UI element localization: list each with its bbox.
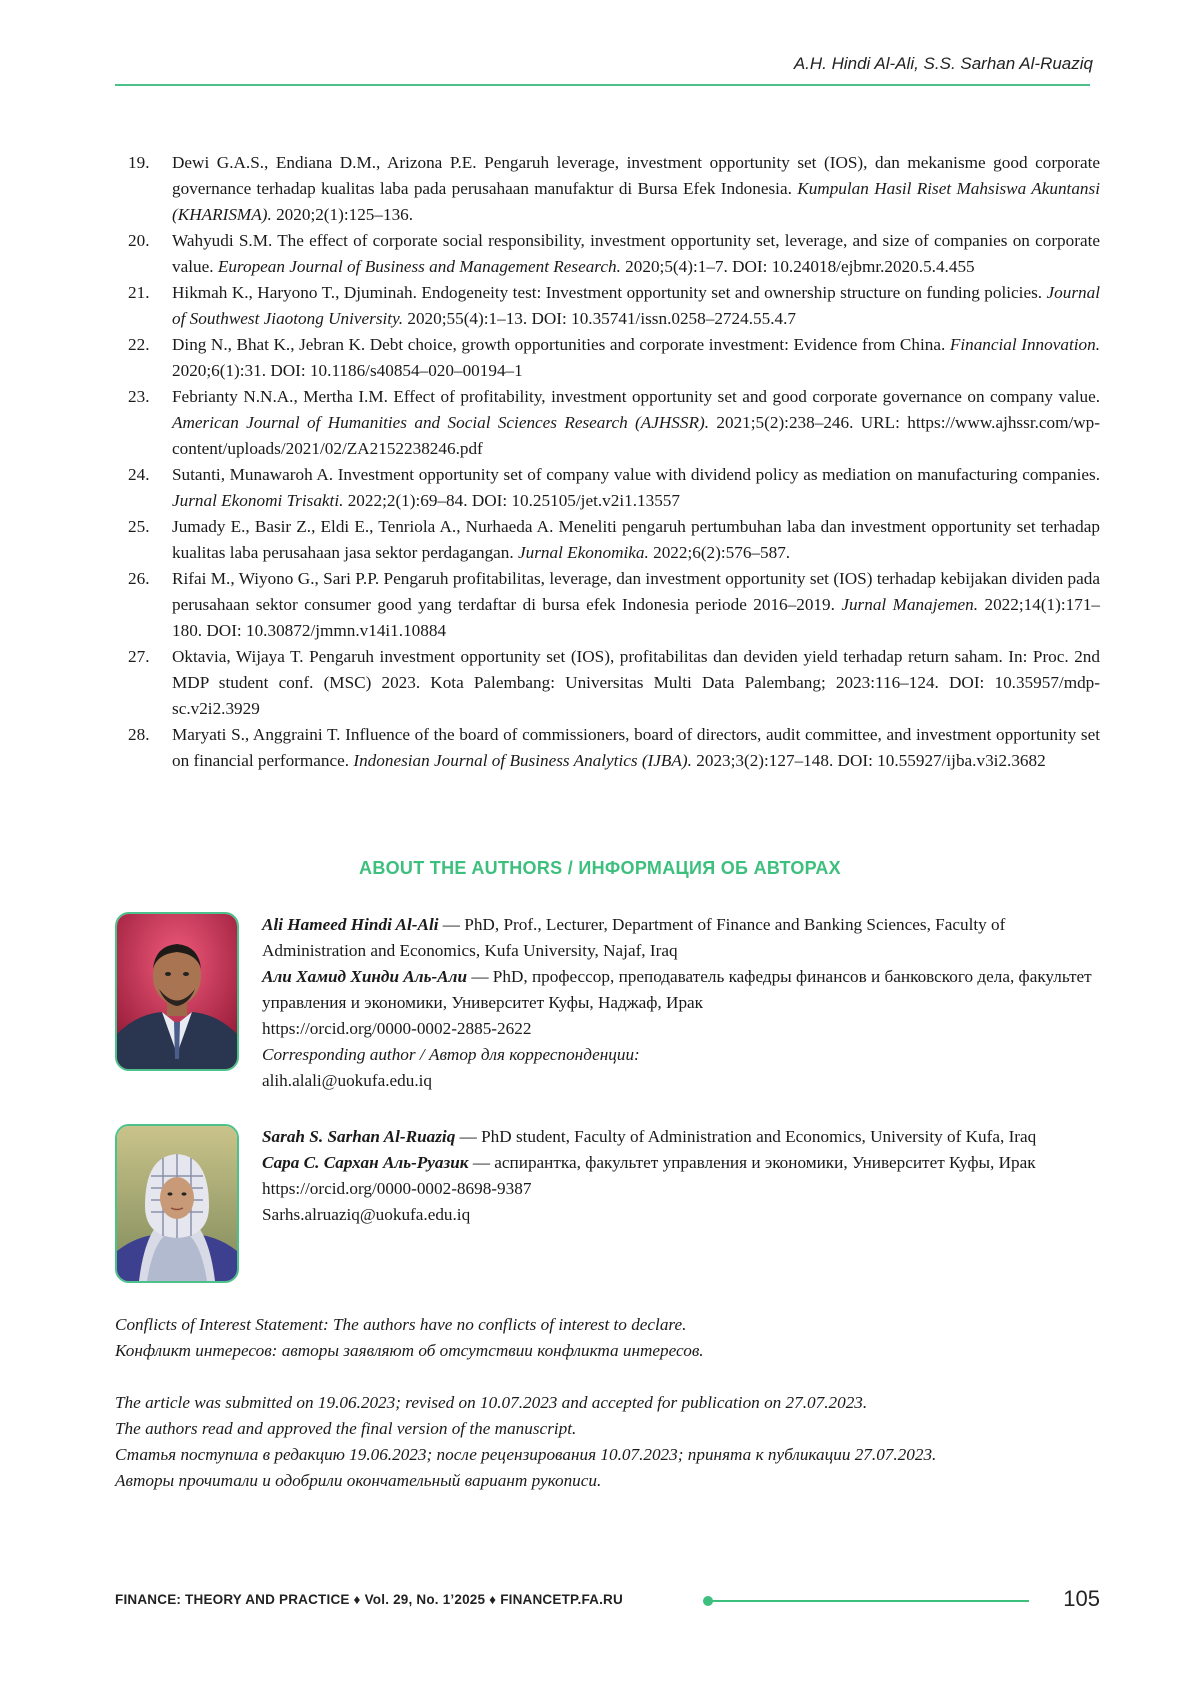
reference-number: 27. xyxy=(128,647,150,666)
conflict-ru: Конфликт интересов: авторы заявляют об отсутствии конфликта интересов. xyxy=(115,1341,704,1360)
conflict-statement xyxy=(115,1312,1100,1364)
reference-details: 2022;2(1):69–84. DOI: 10.25105/jet.v2i1.13557 xyxy=(343,491,680,510)
author-desc-ru: — аспирантка, факультет управления и экономики, Университет Куфы, Ирак xyxy=(468,1153,1036,1172)
reference-text: Sutanti, Munawaroh A. Investment opportunity set of company value with dividend policy as mediation on manufacturing companies. xyxy=(172,465,1100,484)
reference-details: 2023;3(2):127–148. DOI: 10.55927/ijba.v3i2.3682 xyxy=(691,751,1046,770)
reference-details: 2021;5(2):238–246. URL: https://www.ajhssr.com/wp-content/uploads/2021/02/ZA2152238246.pdf xyxy=(172,413,1100,458)
reference-number: 21. xyxy=(128,283,150,302)
reference-text: Jumady E., Basir Z., Eldi E., Tenriola A., Nurhaeda A. Meneliti pengaruh pertumbuhan laba dan investment opportunity set terhadap kualitas laba perusahaan jasa sektor perdagangan. xyxy=(172,517,1100,562)
author-orcid-link[interactable]: https://orcid.org/0000-0002-2885-2622 xyxy=(262,1019,532,1038)
author-name-en: Sarah S. Sarhan Al-Ruaziq xyxy=(262,1127,456,1146)
reference-journal: Jurnal Ekonomika. xyxy=(518,543,649,562)
author-email-link[interactable]: alih.alali@uokufa.edu.iq xyxy=(262,1071,432,1090)
reference-text: Wahyudi S.M. The effect of corporate social responsibility, investment opportunity set, leverage, and size of companies on corporate value. xyxy=(172,231,1100,276)
footer-rule xyxy=(711,1600,1029,1602)
reference-text: Febrianty N.N.A., Mertha I.M. Effect of profitability, investment opportunity set and good corporate governance on company value. xyxy=(172,387,1100,406)
reference-number: 23. xyxy=(128,387,150,406)
reference-item xyxy=(128,280,1100,332)
corresponding-author-label: Corresponding author / Автор для корреспонденции: xyxy=(262,1045,640,1064)
submission-en: The article was submitted on 19.06.2023; revised on 10.07.2023 and accepted for publication on 27.07.2023. xyxy=(115,1393,868,1412)
author-line-en xyxy=(262,912,1100,964)
reference-details: 2020;5(4):1–7. DOI: 10.24018/ejbmr.2020.5.4.455 xyxy=(620,257,975,276)
author-line-en xyxy=(262,1124,1100,1150)
author-name-ru: Сара С. Сархан Аль-Руазик xyxy=(262,1153,469,1172)
author-name-ru: Али Хамид Хинди Аль-Али xyxy=(262,967,468,986)
reference-item xyxy=(128,332,1100,384)
reference-details: 2020;6(1):31. DOI: 10.1186/s40854–020–00194–1 xyxy=(172,361,523,380)
reference-journal: Indonesian Journal of Business Analytics (IJBA). xyxy=(353,751,692,770)
author-photo xyxy=(115,1124,239,1283)
reference-text: Ding N., Bhat K., Jebran K. Debt choice, growth opportunities and corporate investment: Evidence from China. xyxy=(172,335,950,354)
reference-number: 20. xyxy=(128,231,150,250)
running-header-authors: A.H. Hindi Al-Ali, S.S. Sarhan Al-Ruaziq xyxy=(793,54,1093,73)
author-info xyxy=(262,912,1100,1094)
reference-item xyxy=(128,228,1100,280)
reference-number: 28. xyxy=(128,725,150,744)
reference-number: 26. xyxy=(128,569,150,588)
reference-details: 2020;2(1):125–136. xyxy=(271,205,414,224)
reference-journal: Kumpulan Hasil Riset Mahsiswa Akuntansi (KHARISMA). xyxy=(172,179,1100,224)
author-photo xyxy=(115,912,239,1071)
submission-history xyxy=(115,1390,1100,1494)
author-orcid-link[interactable]: https://orcid.org/0000-0002-8698-9387 xyxy=(262,1179,532,1198)
author-desc-en: — PhD student, Faculty of Administration and Economics, University of Kufa, Iraq xyxy=(455,1127,1037,1146)
author-email-link[interactable]: Sarhs.alruaziq@uokufa.edu.iq xyxy=(262,1205,471,1224)
reference-journal: American Journal of Humanities and Social Sciences Research (AJHSSR). xyxy=(172,413,710,432)
page-number: 105 xyxy=(1063,1586,1100,1611)
author-info xyxy=(262,1124,1100,1228)
reference-item xyxy=(128,722,1100,774)
reference-list xyxy=(128,150,1100,774)
reference-text: Dewi G.A.S., Endiana D.M., Arizona P.E. Pengaruh leverage, investment opportunity set (IOS), dan mekanisme good corporate governance terhadap kualitas laba pada perusahaan manufaktur di Bursa Efek Indonesia. xyxy=(172,153,1100,198)
reference-journal: Jurnal Ekonomi Trisakti. xyxy=(172,491,344,510)
footer-journal-info: FINANCE: THEORY AND PRACTICE ♦ Vol. 29, No. 1’2025 ♦ FINANCETP.FA.RU xyxy=(115,1592,623,1607)
author-line-ru xyxy=(262,1150,1100,1176)
reference-text: Oktavia, Wijaya T. Pengaruh investment opportunity set (IOS), profitabilitas dan deviden yield terhadap return saham. In: Proc. 2nd MDP student conf. (MSC) 2023. Kota Palembang: Universitas Multi Data Palembang; 2023:116–124. DOI: 10.35957/mdp-sc.v2i2.3929 xyxy=(172,647,1100,718)
reference-journal: Financial Innovation. xyxy=(949,335,1100,354)
approval-en: The authors read and approved the final version of the manuscript. xyxy=(115,1419,577,1438)
reference-item xyxy=(128,566,1100,644)
approval-ru: Авторы прочитали и одобрили окончательный вариант рукописи. xyxy=(115,1471,602,1490)
submission-ru: Статья поступила в редакцию 19.06.2023; после рецензирования 10.07.2023; принята к публикации 27.07.2023. xyxy=(115,1445,937,1464)
reference-number: 25. xyxy=(128,517,150,536)
reference-number: 19. xyxy=(128,153,150,172)
reference-item xyxy=(128,384,1100,462)
author-portrait-image xyxy=(117,1126,237,1281)
conflict-en: Conflicts of Interest Statement: The authors have no conflicts of interest to declare. xyxy=(115,1315,687,1334)
reference-number: 22. xyxy=(128,335,150,354)
reference-details: 2020;55(4):1–13. DOI: 10.35741/issn.0258–2724.55.4.7 xyxy=(403,309,796,328)
reference-text: Hikmah K., Haryono T., Djuminah. Endogeneity test: Investment opportunity set and ownership structure on funding policies. xyxy=(172,283,1047,302)
reference-details: 2022;6(2):576–587. xyxy=(648,543,791,562)
reference-journal: Jurnal Manajemen. xyxy=(841,595,979,614)
reference-text: Rifai M., Wiyono G., Sari P.P. Pengaruh profitabilitas, leverage, dan investment opportunity set (IOS) terhadap kebijakan dividen pada perusahaan sektor consumer good yang terdaftar di bursa efek Indonesia periode 2016–2019. xyxy=(172,569,1100,614)
reference-number: 24. xyxy=(128,465,150,484)
author-line-ru xyxy=(262,964,1100,1016)
reference-item xyxy=(128,462,1100,514)
author-desc-ru: — PhD, профессор, преподаватель кафедры финансов и банковского дела, факультет управления и экономики, Университет Куфы, Наджаф, Ирак xyxy=(262,967,1092,1012)
reference-item xyxy=(128,150,1100,228)
author-block-1 xyxy=(115,912,1100,1090)
about-authors-heading: ABOUT THE AUTHORS / ИНФОРМАЦИЯ ОБ АВТОРАХ xyxy=(359,858,841,878)
author-desc-en: — PhD, Prof., Lecturer, Department of Finance and Banking Sciences, Faculty of Administration and Economics, Kufa University, Najaf, Iraq xyxy=(262,915,1006,960)
author-portrait-image xyxy=(117,914,237,1069)
author-block-2 xyxy=(115,1124,1100,1284)
reference-item xyxy=(128,514,1100,566)
page-footer xyxy=(115,1588,1100,1618)
reference-item xyxy=(128,644,1100,722)
author-name-en: Ali Hameed Hindi Al-Ali xyxy=(262,915,439,934)
reference-journal: Journal of Southwest Jiaotong University. xyxy=(172,283,1100,328)
reference-text: Maryati S., Anggraini T. Influence of the board of commissioners, board of directors, audit committee, and investment opportunity set on financial performance. xyxy=(172,725,1100,770)
reference-journal: European Journal of Business and Management Research. xyxy=(217,257,621,276)
reference-details: 2022;14(1):171–180. DOI: 10.30872/jmmn.v14i1.10884 xyxy=(172,595,1101,640)
header-divider xyxy=(115,84,1090,86)
